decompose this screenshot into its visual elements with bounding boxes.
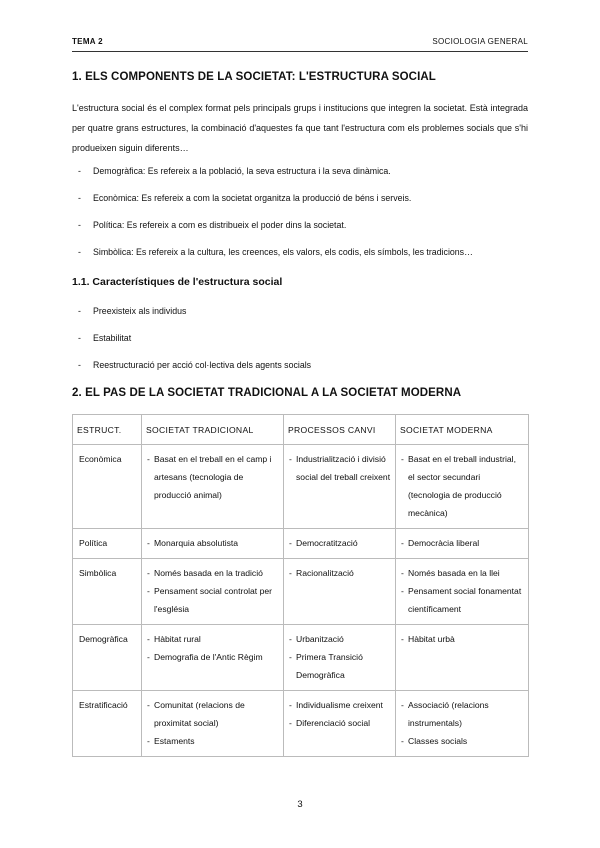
- cell-item: - Classes socials: [400, 732, 524, 750]
- table-cell: [142, 691, 284, 757]
- cell-item: - Pensament social fonamentat científicament: [400, 582, 524, 618]
- section-1-paragraph: L'estructura social és el complex format pels principals grups i institucions que integren la societat. Està integrada per quatre grans estructures, la combinació d'aquestes fa que tant l'estructura com els problemes socials que s'hi produeixen siguin diferents…: [72, 103, 528, 153]
- cell-item: - Diferenciació social: [288, 714, 391, 732]
- table-row: [73, 691, 529, 757]
- row-label: Econòmica: [73, 445, 142, 529]
- cell-item: - Hàbitat urbà: [400, 630, 524, 648]
- row-label: Demogràfica: [73, 625, 142, 691]
- section-1-title: 1. ELS COMPONENTS DE LA SOCIETAT: L'ESTRUCTURA SOCIAL: [72, 71, 436, 83]
- table-row: [73, 529, 529, 559]
- cell-item: - Democràcia liberal: [400, 534, 524, 552]
- row-label: Simbòlica: [73, 559, 142, 625]
- list-item: - Demogràfica: Es refereix a la població, la seva estructura i la seva dinàmica.: [72, 164, 528, 191]
- structures-list: [72, 164, 528, 272]
- table-cell: [284, 625, 396, 691]
- table-header-row: [73, 415, 529, 445]
- section-1-1-title: 1.1. Característiques de l'estructura social: [72, 276, 283, 288]
- cell-item: - Primera Transició Demogràfica: [288, 648, 391, 684]
- cell-item: - Només basada en la llei: [400, 564, 524, 582]
- table-cell: [284, 691, 396, 757]
- header-rule: [72, 51, 528, 52]
- table-cell: [396, 529, 529, 559]
- cell-item: - Comunitat (relacions de proximitat social): [146, 696, 279, 732]
- cell-item: - Associació (relacions instrumentals): [400, 696, 524, 732]
- cell-item: - Urbanització: [288, 630, 391, 648]
- table-row: [73, 445, 529, 529]
- column-header: SOCIETAT TRADICIONAL: [142, 415, 284, 445]
- cell-item: - Racionalització: [288, 564, 391, 582]
- cell-item: - Monarquia absolutista: [146, 534, 279, 552]
- column-header: SOCIETAT MODERNA: [396, 415, 529, 445]
- table-cell: [142, 625, 284, 691]
- header-topic: TEMA 2: [72, 37, 103, 46]
- column-header: ESTRUCT.: [73, 415, 142, 445]
- list-item: - Econòmica: Es refereix a com la societat organitza la producció de béns i serveis.: [72, 191, 528, 218]
- list-item: - Preexisteix als individus: [72, 304, 528, 331]
- list-item: - Simbòlica: Es refereix a la cultura, les creences, els valors, els codis, els símbols, les tradicions…: [72, 245, 528, 272]
- cell-item: - Basat en el treball industrial, el sector secundari (tecnologia de producció mecànica): [400, 450, 524, 522]
- table-row: [73, 559, 529, 625]
- list-item: - Política: Es refereix a com es distribueix el poder dins la societat.: [72, 218, 528, 245]
- page-header: [72, 37, 528, 51]
- cell-item: - Basat en el treball en el camp i artesans (tecnologia de producció animal): [146, 450, 279, 504]
- table-cell: [284, 559, 396, 625]
- table-cell: [396, 559, 529, 625]
- row-label: Estratificació: [73, 691, 142, 757]
- table-cell: [396, 625, 529, 691]
- list-item: - Estabilitat: [72, 331, 528, 358]
- cell-item: - Industrialització i divisió social del treball creixent: [288, 450, 391, 486]
- characteristics-list: [72, 304, 528, 385]
- cell-item: - Hàbitat rural: [146, 630, 279, 648]
- table-row: [73, 625, 529, 691]
- column-header: PROCESSOS CANVI: [284, 415, 396, 445]
- header-course: SOCIOLOGIA GENERAL: [432, 37, 528, 46]
- page-number: 3: [297, 799, 303, 810]
- comparison-table: [72, 414, 529, 757]
- table-cell: [284, 529, 396, 559]
- row-label: Política: [73, 529, 142, 559]
- table-cell: [396, 691, 529, 757]
- cell-item: - Individualisme creixent: [288, 696, 391, 714]
- table-cell: [142, 559, 284, 625]
- table-cell: [396, 445, 529, 529]
- cell-item: - Democratització: [288, 534, 391, 552]
- table-cell: [142, 529, 284, 559]
- section-2-title: 2. EL PAS DE LA SOCIETAT TRADICIONAL A LA SOCIETAT MODERNA: [72, 387, 462, 399]
- cell-item: - Estaments: [146, 732, 279, 750]
- cell-item: - Pensament social controlat per l'església: [146, 582, 279, 618]
- cell-item: - Només basada en la tradició: [146, 564, 279, 582]
- cell-item: - Demografia de l'Antic Règim: [146, 648, 279, 666]
- table-cell: [284, 445, 396, 529]
- table-cell: [142, 445, 284, 529]
- list-item: - Reestructuració per acció col·lectiva dels agents socials: [72, 358, 528, 385]
